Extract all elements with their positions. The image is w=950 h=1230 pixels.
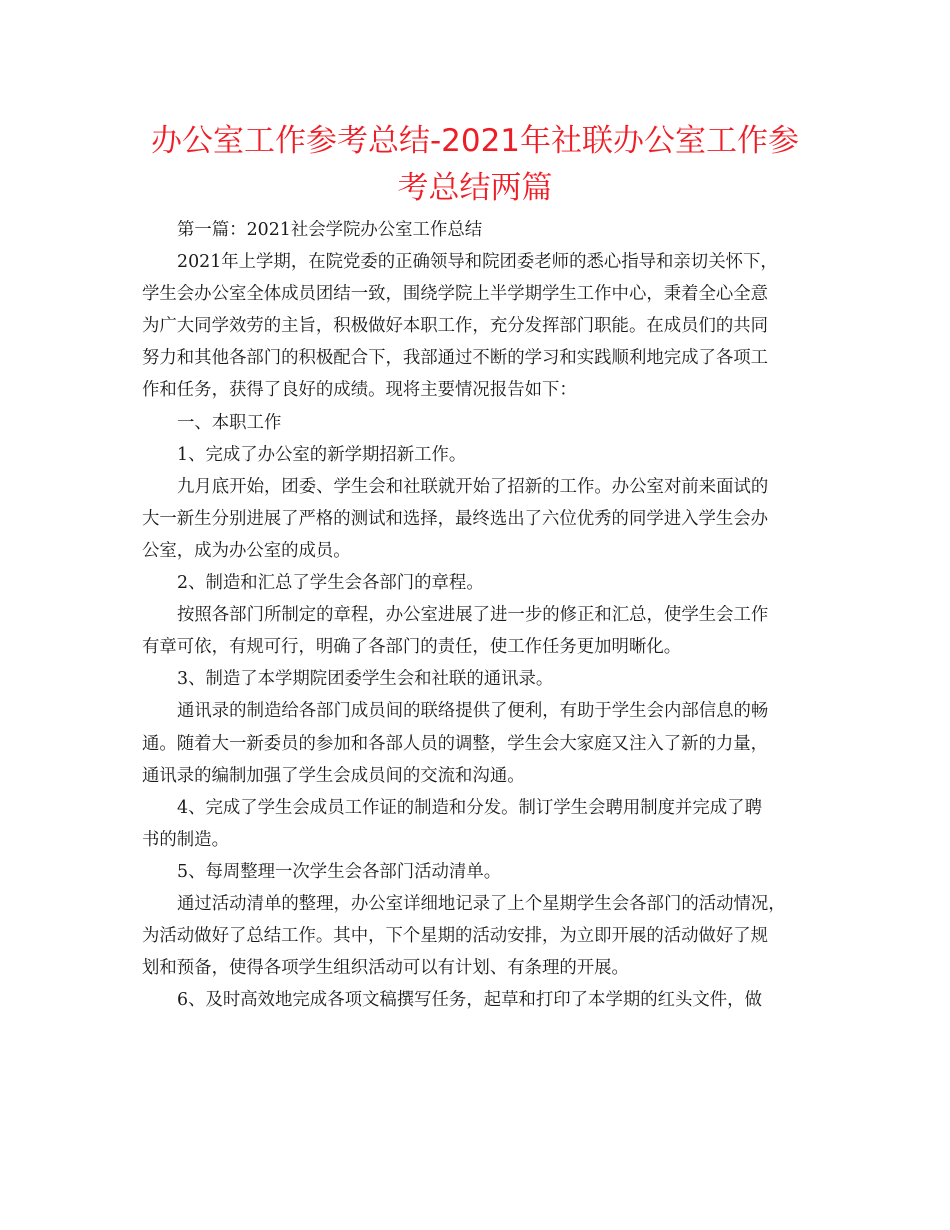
body-line: 九月底开始，团委、学生会和社联就开始了招新的工作。办公室对前来面试的 bbox=[177, 476, 769, 497]
body-line: 通讯录的编制加强了学生会成员间的交流和沟通。 bbox=[142, 765, 525, 786]
item-heading: 1、完成了办公室的新学期招新工作。 bbox=[177, 444, 467, 465]
body-line: 2021年上学期，在院党委的正确领导和院团委老师的悉心指导和亲切关怀下， bbox=[177, 252, 778, 273]
title-line-2: 考总结两篇 bbox=[397, 170, 553, 206]
body-line: 大一新生分别进展了严格的测试和选择，最终选出了六位优秀的同学进入学生会办 bbox=[142, 508, 769, 529]
body-line: 按照各部门所制定的章程，办公室进展了进一步的修正和汇总，使学生会工作 bbox=[177, 605, 769, 626]
body-line: 通讯录的制造给各部门成员间的联络提供了便利，有助于学生会内部信息的畅 bbox=[177, 701, 769, 722]
body-line: 第一篇：2021社会学院办公室工作总结 bbox=[177, 220, 483, 240]
item-heading: 5、每周整理一次学生会各部门活动清单。 bbox=[177, 861, 502, 882]
body-line: 公室，成为办公室的成员。 bbox=[142, 540, 351, 561]
item-heading: 6、及时高效地完成各项文稿撰写任务，起草和打印了本学期的红头文件，做 bbox=[177, 990, 762, 1011]
body-line: 学生会办公室全体成员团结一致，围绕学院上半学期学生工作中心，秉着全心全意 bbox=[142, 284, 769, 305]
section-heading: 一、本职工作 bbox=[177, 412, 282, 433]
body-line: 有章可依，有规可行，明确了各部门的责任，使工作任务更加明晰化。 bbox=[142, 637, 682, 658]
body-line: 划和预备，使得各项学生组织活动可以有计划、有条理的开展。 bbox=[142, 958, 629, 979]
item-heading: 3、制造了本学期院团委学生会和社联的通讯录。 bbox=[177, 669, 554, 690]
document-body bbox=[142, 214, 812, 1016]
title-line-1: 办公室工作参考总结-2021年社联办公室工作参 bbox=[150, 123, 800, 159]
body-line: 通。随着大一新委员的参加和各部人员的调整，学生会大家庭又注入了新的力量， bbox=[142, 733, 769, 754]
body-line: 通过活动清单的整理，办公室详细地记录了上个星期学生会各部门的活动情况， bbox=[177, 893, 786, 914]
body-line: 努力和其他各部门的积极配合下，我部通过不断的学习和实践顺利地完成了各项工 bbox=[142, 348, 769, 369]
item-heading: 4、完成了学生会成员工作证的制造和分发。制订学生会聘用制度并完成了聘 bbox=[177, 797, 762, 818]
body-line: 为广大同学效劳的主旨，积极做好本职工作，充分发挥部门职能。在成员们的共同 bbox=[142, 316, 769, 337]
item-heading: 2、制造和汇总了学生会各部门的章程。 bbox=[177, 573, 484, 594]
body-line: 书的制造。 bbox=[142, 829, 229, 850]
body-line: 为活动做好了总结工作。其中，下个星期的活动安排，为立即开展的活动做好了规 bbox=[142, 926, 769, 947]
body-line: 作和任务，获得了良好的成绩。现将主要情况报告如下： bbox=[142, 380, 577, 401]
document-title bbox=[120, 118, 830, 212]
